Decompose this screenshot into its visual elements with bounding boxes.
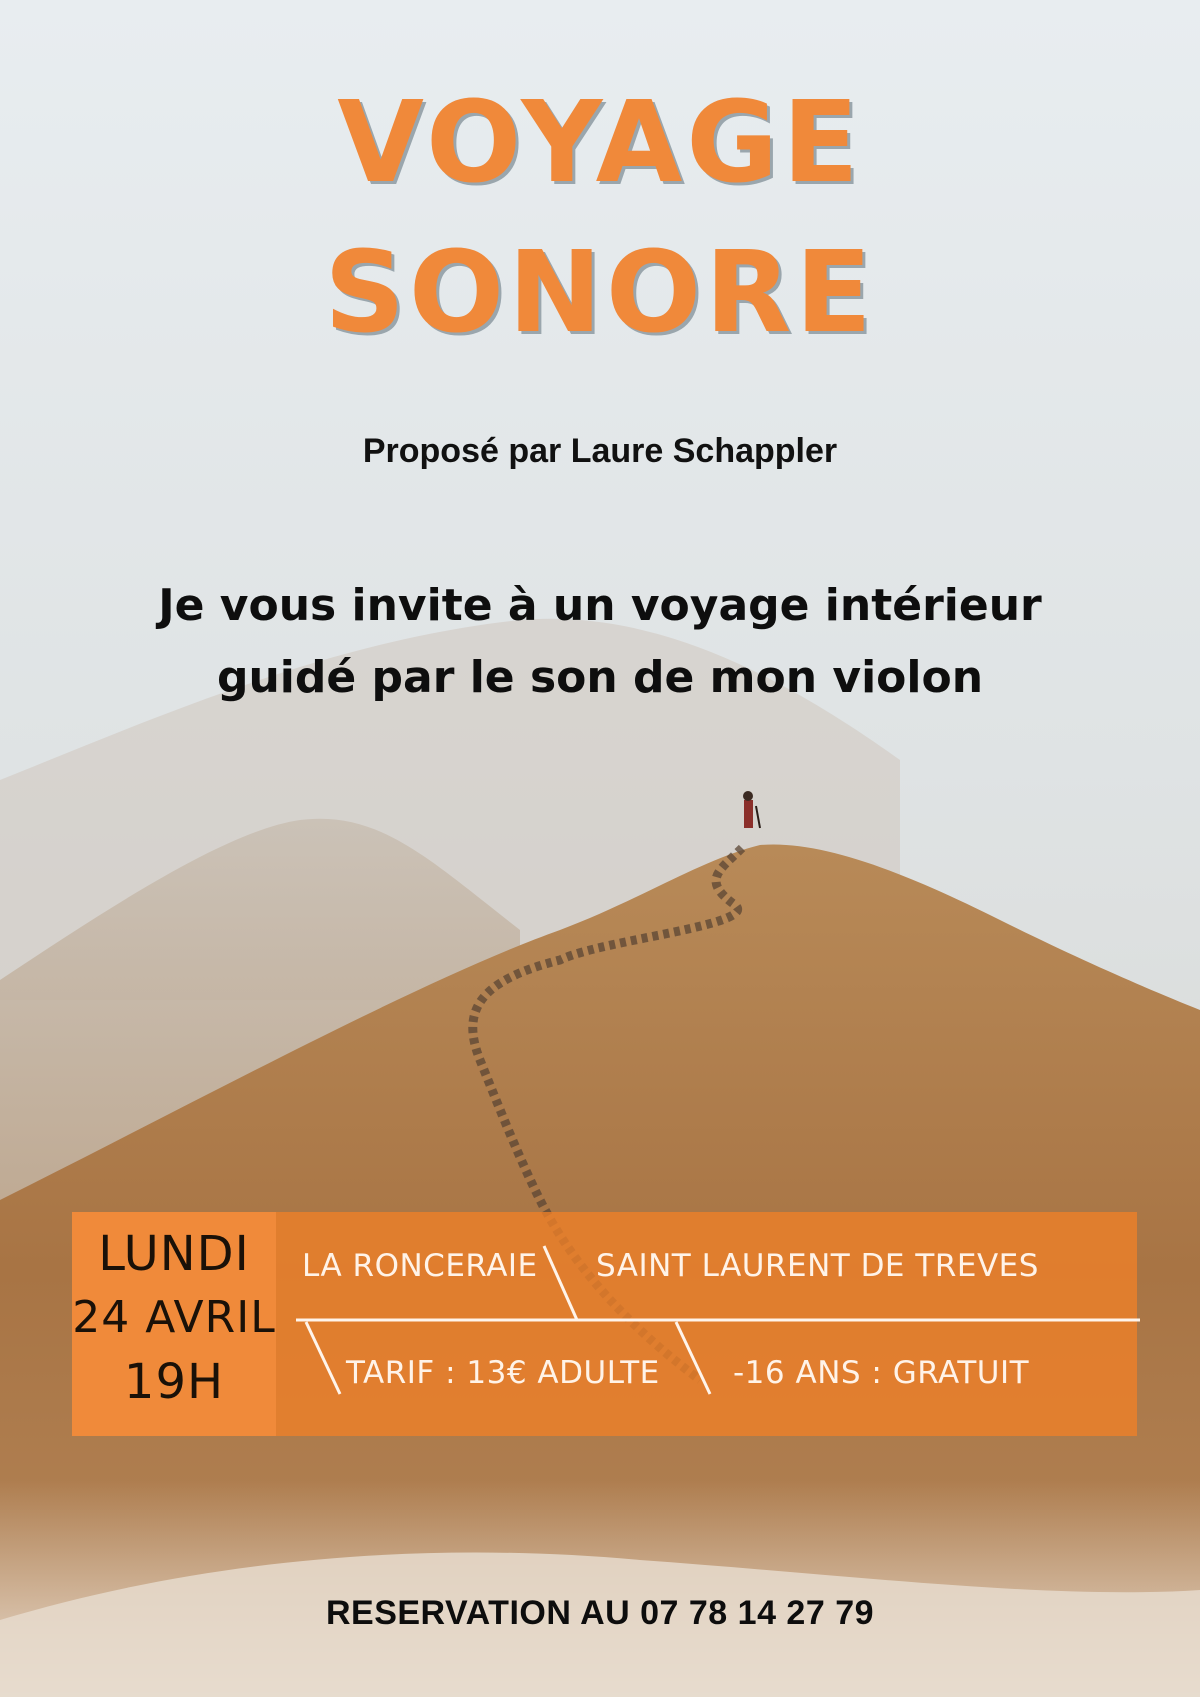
event-date: 24 AVRIL xyxy=(72,1292,276,1343)
invitation-line1: Je vous invite à un voyage intérieur xyxy=(158,580,1042,631)
organizer-subtitle: Proposé par Laure Schappler xyxy=(362,432,838,470)
adult-price: TARIF : 13€ ADULTE xyxy=(346,1355,660,1391)
invitation-line2: guidé par le son de mon violon xyxy=(216,652,984,703)
venue-name: LA RONCERAIE xyxy=(302,1248,538,1284)
reservation-phone: RESERVATION AU 07 78 14 27 79 xyxy=(325,1594,875,1632)
poster-title-line2: SONORE xyxy=(324,228,876,358)
youth-price: -16 ANS : GRATUIT xyxy=(733,1355,1030,1391)
venue-town: SAINT LAURENT DE TREVES xyxy=(596,1248,1039,1284)
event-time: 19H xyxy=(123,1354,225,1410)
event-day: LUNDI xyxy=(98,1226,250,1282)
poster-title-line1: VOYAGE xyxy=(337,78,863,208)
